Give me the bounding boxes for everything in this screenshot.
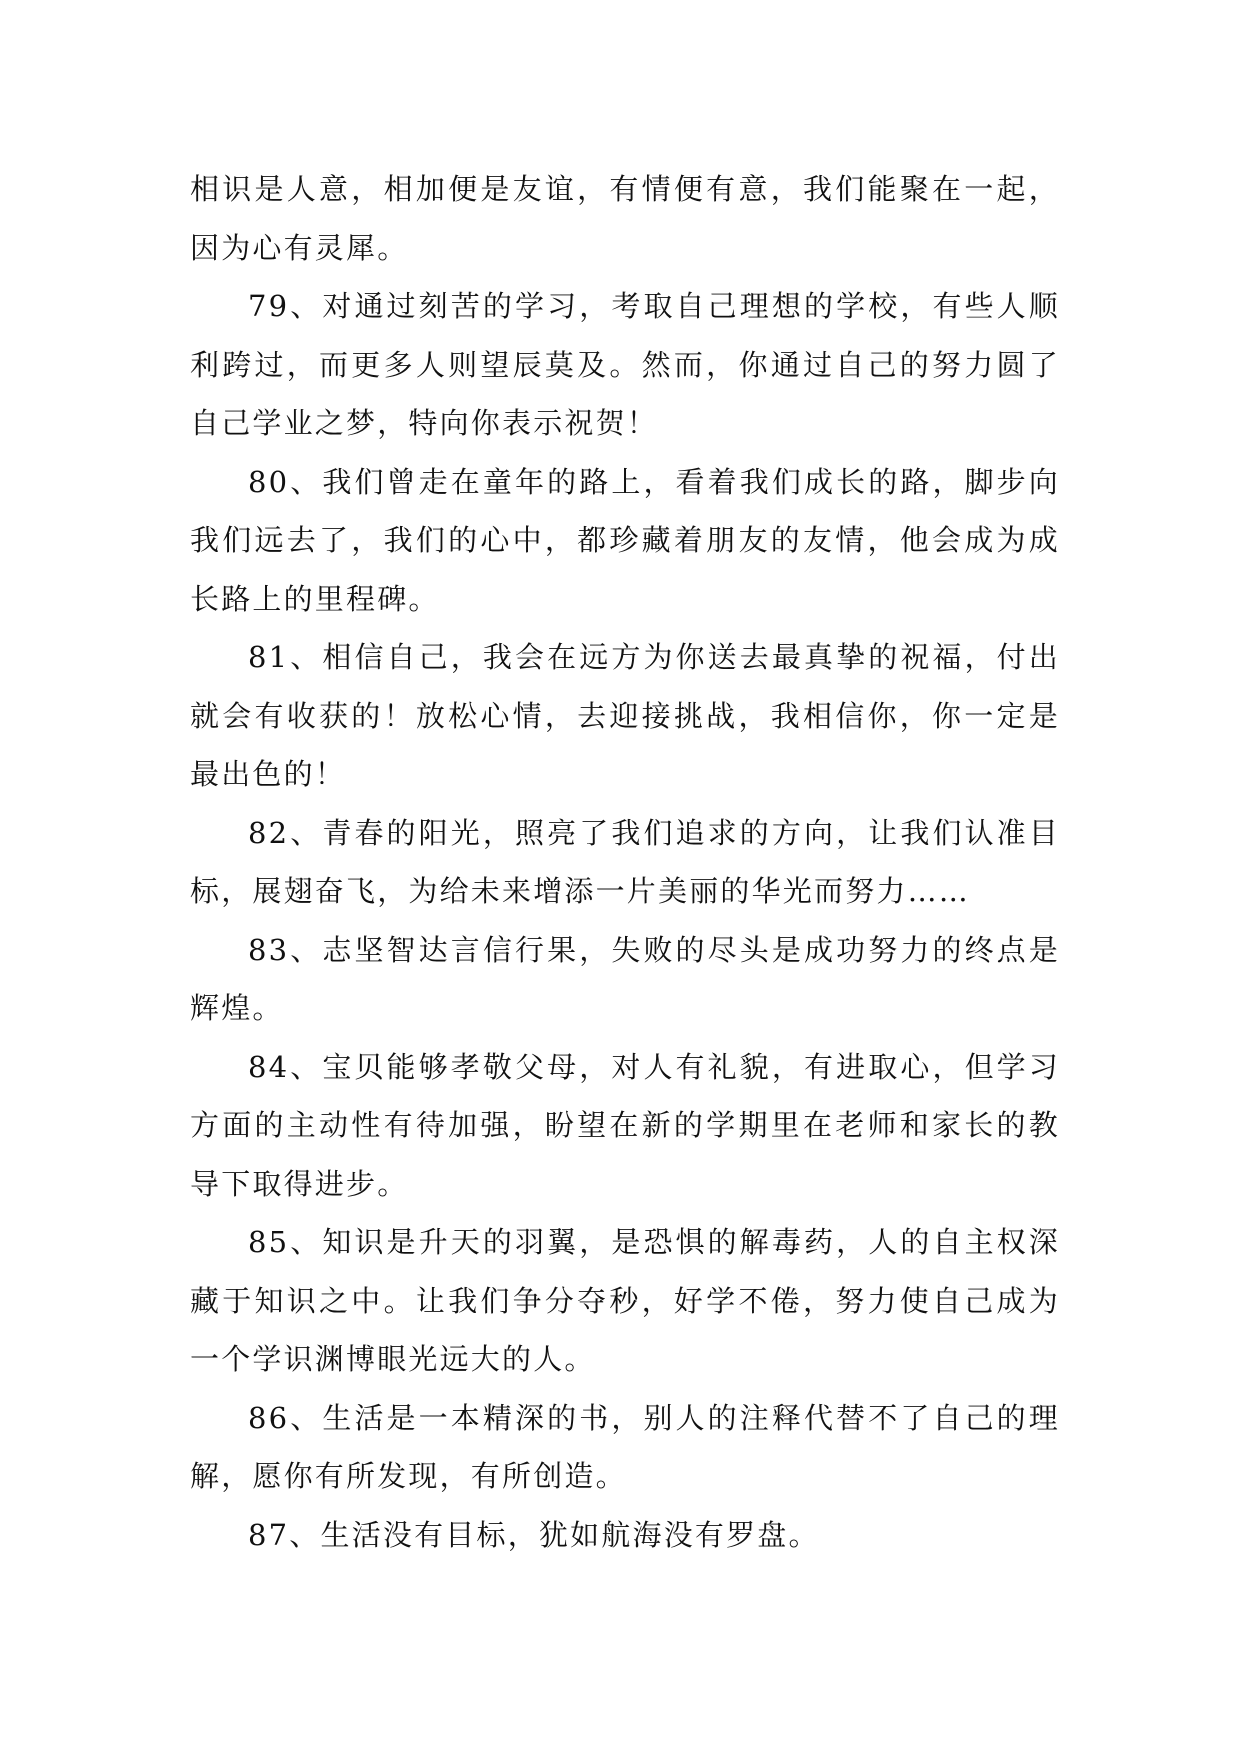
paragraph-87: 87、生活没有目标，犹如航海没有罗盘。: [248, 1517, 820, 1552]
paragraph-84: 84、宝贝能够孝敬父母，对人有礼貌，有进取心，但学习方面的主动性有待加强，盼望在新的学期里在老师和家长的教导下取得进步。: [190, 1049, 1060, 1201]
paragraph-continued: 相识是人意，相加便是友谊，有情便有意，我们能聚在一起，因为心有灵犀。: [190, 172, 1060, 265]
paragraph-85: 85、知识是升天的羽翼，是恐惧的解毒药，人的自主权深藏于知识之中。让我们争分夺秒，好学不倦，努力使自己成为一个学识渊博眼光远大的人。: [190, 1225, 1060, 1376]
paragraph-79: 79、对通过刻苦的学习，考取自己理想的学校，有些人顺利跨过，而更多人则望辰莫及。然而，你通过自己的努力圆了自己学业之梦，特向你表示祝贺！: [190, 289, 1060, 440]
paragraph-83: 83、志坚智达言信行果，失败的尽头是成功努力的终点是辉煌。: [190, 932, 1060, 1025]
document-body: [190, 160, 1060, 1564]
paragraph-86: 86、生活是一本精深的书，别人的注释代替不了自己的理解，愿你有所发现，有所创造。: [190, 1400, 1060, 1493]
paragraph-82: 82、青春的阳光，照亮了我们追求的方向，让我们认准目标，展翅奋飞，为给未来增添一片美丽的华光而努力……: [190, 815, 1060, 908]
paragraph-80: 80、我们曾走在童年的路上，看着我们成长的路，脚步向我们远去了，我们的心中，都珍藏着朋友的友情，他会成为成长路上的里程碑。: [190, 464, 1060, 616]
paragraph-81: 81、相信自己，我会在远方为你送去最真挚的祝福，付出就会有收获的！放松心情，去迎接挑战，我相信你，你一定是最出色的！: [190, 640, 1060, 791]
